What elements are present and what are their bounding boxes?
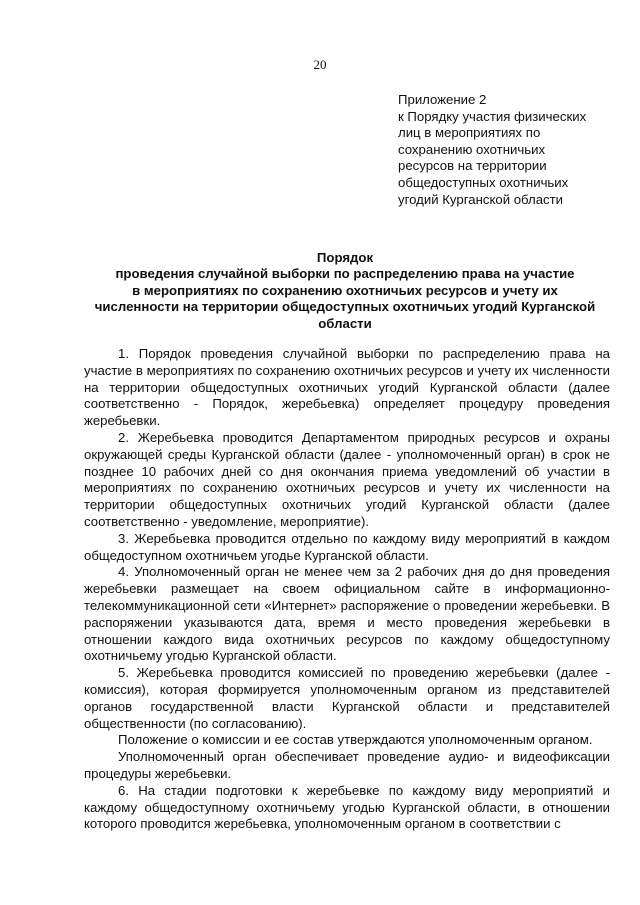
appendix-line: Приложение 2 <box>398 92 487 107</box>
paragraph-4: 4. Уполномоченный орган не менее чем за 2 рабочих дня до дня проведения жеребьевки размещает на своем официальном сайте в информационно-телекоммуникационной сети «Интернет» распоряжение о проведении жеребьевки. В распоряжении указываются дата, время и место проведения жеребьевки в отношении каждого вида охотничьих ресурсов по каждому общедоступному охотничьему угодью Курганской области. <box>84 564 610 664</box>
appendix-line: к Порядку участия физических <box>398 108 587 124</box>
appendix-reference <box>398 92 608 208</box>
title-line: численности на территории общедоступных охотничьих угодий Курганской <box>94 299 596 315</box>
document-title <box>80 250 610 332</box>
appendix-line: лиц в мероприятиях по <box>398 125 541 141</box>
paragraph-3: 3. Жеребьевка проводится отдельно по каждому виду мероприятий в каждом общедоступном охотничьем угодье Курганской области. <box>84 530 610 563</box>
appendix-line: сохранению охотничьих <box>398 141 546 157</box>
paragraph-1: 1. Порядок проведения случайной выборки по распределению права на участие в мероприятиях по сохранению охотничьих ресурсов и учету их численности на территории общедоступных охотничьих угодий Курганской области (далее соответственно - Порядок, жеребьевка) определяет процедуру проведения жеребьевки. <box>84 346 610 429</box>
paragraph-2: 2. Жеребьевка проводится Департаментом природных ресурсов и охраны окружающей среды Курганской области (далее - уполномоченный орган) в срок не позднее 10 рабочих дней со дня окончания приема уведомлений об участии в мероприятиях по сохранению охотничьих ресурсов и учету их численности на территории общедоступных охотничьих угодий Курганской области (далее соответственно - уведомление, мероприятие). <box>84 429 610 529</box>
paragraph-5-recording: Уполномоченный орган обеспечивает проведение аудио- и видеофиксации процедуры жеребьевки. <box>84 749 610 781</box>
title-line: Порядок <box>316 250 374 265</box>
title-line: в мероприятиях по сохранению охотничьих ресурсов и учету их <box>132 282 558 298</box>
page-number: 20 <box>313 57 327 72</box>
title-line: области <box>318 315 372 331</box>
appendix-line: ресурсов на территории <box>398 158 547 174</box>
paragraph-6: 6. На стадии подготовки к жеребьевке по каждому виду мероприятий и каждому общедоступному охотничьему угодью Курганской области, в отношении которого проводится жеребьевка, уполномоченным органом в соответствии с <box>84 782 610 832</box>
paragraph-5-commission: Положение о комиссии и ее состав утверждаются уполномоченным органом. <box>118 732 593 748</box>
appendix-line: общедоступных охотничьих <box>398 174 569 190</box>
title-line: проведения случайной выборки по распределению права на участие <box>115 266 575 282</box>
appendix-line: угодий Курганской области <box>398 191 564 207</box>
document-body <box>84 346 610 833</box>
paragraph-5: 5. Жеребьевка проводится комиссией по проведению жеребьевки (далее - комиссия), которая формируется уполномоченным органом из представителей органов государственной власти Курганской области и представителей общественности (по согласованию). <box>84 665 610 731</box>
